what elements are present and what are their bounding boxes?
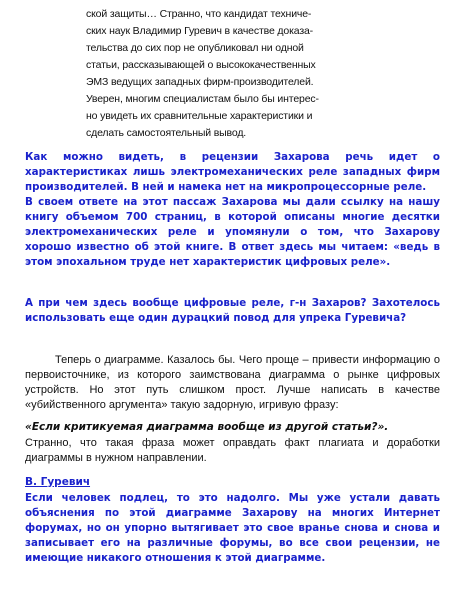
response-paragraph-1a: Как можно видеть, в рецензии Захарова речь идет о характеристиках лишь электромеханических реле западных фирм производителей. В ней и намека нет на микропроцессорные реле. <box>25 151 440 193</box>
response-paragraph-2: А при чем здесь вообще цифровые реле, г-н Захаров? Захотелось использовать еще один дурацкий повод для упрека Гуревича? <box>25 297 440 324</box>
quote-line: ских наук Владимир Гуревич в качестве доказа- <box>86 25 314 37</box>
rhetorical-quote: «Если критикуемая диаграмма вообще из другой статьи?». <box>25 421 389 433</box>
quote-line: ЭМЗ ведущих западных фирм-производителей. <box>86 76 314 88</box>
quoted-review-excerpt <box>86 6 376 142</box>
closing-paragraph: Если человек подлец, то это надолго. Мы уже устали давать объяснения по этой диаграмме Захарову на многих Интернет форумах, но он упорно вытягивает это свое вранье снова и снова и записывает его на различные форумы, во все свои рецензии, не имеющие никакого отношения к этой диаграмме. <box>25 492 440 564</box>
diagram-paragraph: Теперь о диаграмме. Казалось бы. Чего проще – привести информацию о первоисточнике, из которого заимствована диаграмма о рынке цифровых устройств. Но этот путь слишком прост. Лучше написать в качестве «убийственного аргумента» такую задорную, игривую фразу: <box>25 354 440 411</box>
quote-line: но увидеть их сравнительные характеристики и <box>86 110 313 122</box>
response-paragraph-1b: В своем ответе на этот пассаж Захарова мы дали ссылку на нашу книгу объемом 700 страниц, в которой описаны многие десятки электромеханических реле и упомянули о том, что Захарову хорошо известно об этой книге. В ответ здесь мы читаем: «ведь в этом эпохальном труде нет характеристик цифровых реле». <box>25 196 440 268</box>
quote-line: Уверен, многим специалистам было бы интерес- <box>86 93 319 105</box>
response-paragraph-1 <box>25 150 440 270</box>
plagiarism-paragraph: Странно, что такая фраза может оправдать факт плагиата и доработки диаграммы в нужном направлении. <box>25 437 440 464</box>
author-signature: В. Гуревич <box>25 476 91 488</box>
quote-line: сделать самостоятельный вывод. <box>86 127 247 139</box>
quote-line: статьи, рассказывающей о высококачественных <box>86 59 316 71</box>
quote-line: ской защиты… Странно, что кандидат техниче- <box>86 8 312 20</box>
quote-line: тельства до сих пор не опубликовал ни одной <box>86 42 304 54</box>
